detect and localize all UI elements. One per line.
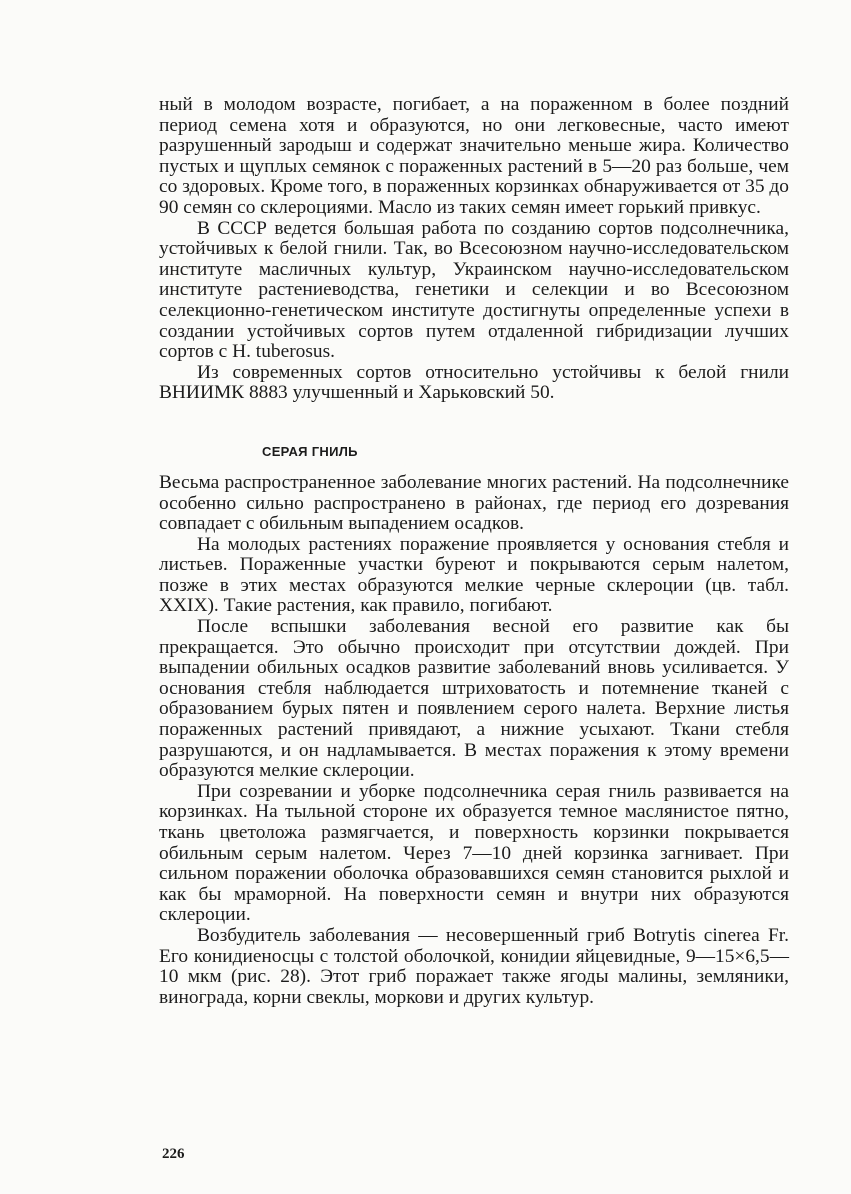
paragraph-ripening: При созревании и уборке подсолнечника серая гниль развивается на корзинках. На тыльной стороне их образуется темное маслянистое пятно, ткань цветоложа размягчается, и поверхность корзинки покрывается обильным серым налетом. Через 7—10 дней корзинка загнивает. При сильном поражении оболочка образовавшихся семян становится рыхлой и как бы мраморной. На поверхности семян и внутри них образуются склероции. [159,780,789,926]
paragraph-pathogen: Возбудитель заболевания — несовершенный гриб Botrytis cinerea Fr. Его конидиеносцы с толстой оболочкой, конидии яйцевидные, 9—15×6,5—10 мкм (рис. 28). Этот гриб поражает также ягоды малины, земляники, винограда, корни свеклы, моркови и других культур. [159,924,789,1008]
section-heading: СЕРАЯ ГНИЛЬ [262,443,358,459]
paragraph-intro: Весьма распространенное заболевание многих растений. На подсолнечнике особенно сильно распространено в районах, где период его дозревания совпадает с обильным выпадением осадков. [159,471,789,535]
paragraph-spring-outbreak: После вспышки заболевания весной его развитие как бы прекращается. Это обычно происходит при отсутствии дождей. При выпадении обильных осадков развитие заболеваний вновь усиливается. У основания стебля наблюдается штриховатость и потемнение тканей с образованием бурых пятен и появлением серого налета. Верхние листья пораженных растений привядают, а нижние усыхают. Ткани стебля разрушаются, и он надламывается. В местах поражения к этому времени образуются мелкие склероции. [159,616,789,782]
paragraph-breeding-work: В СССР ведется большая работа по созданию сортов подсолнечника, устойчивых к белой гнили. Так, во Всесоюзном научно-исследовательском институте масличных культур, Украинском научно-исследовательском институте растениеводства, генетики и селекции и во Всесоюзном селекционно-генетическом институте достигнуты определенные успехи в создании устойчивых сортов путем отдаленной гибридизации лучших сортов с H. tuberosus. [159,217,789,363]
paragraph-resistant-varieties: Из современных сортов относительно устойчивы к белой гнили ВНИИМК 8883 улучшенный и Харьковский 50. [159,361,789,404]
text-column [159,95,789,1008]
paragraph-young-plants: На молодых растениях поражение проявляется у основания стебля и листьев. Пораженные участки буреют и покрываются серым налетом, позже в этих местах образуются мелкие черные склероции (цв. табл. XXIX). Такие растения, как правило, погибают. [159,533,789,617]
paragraph-continuation: ный в молодом возрасте, погибает, а на пораженном в более поздний период семена хотя и образуются, но они легковесные, часто имеют разрушенный зародыш и содержат значительно меньше жира. Количество пустых и щуплых семянок с пораженных растений в 5—20 раз больше, чем со здоровых. Кроме того, в пораженных корзинках обнаруживается от 35 до 90 семян со склероциями. Масло из таких семян имеет горький привкус. [159,94,789,218]
page-number: 226 [162,1146,185,1162]
